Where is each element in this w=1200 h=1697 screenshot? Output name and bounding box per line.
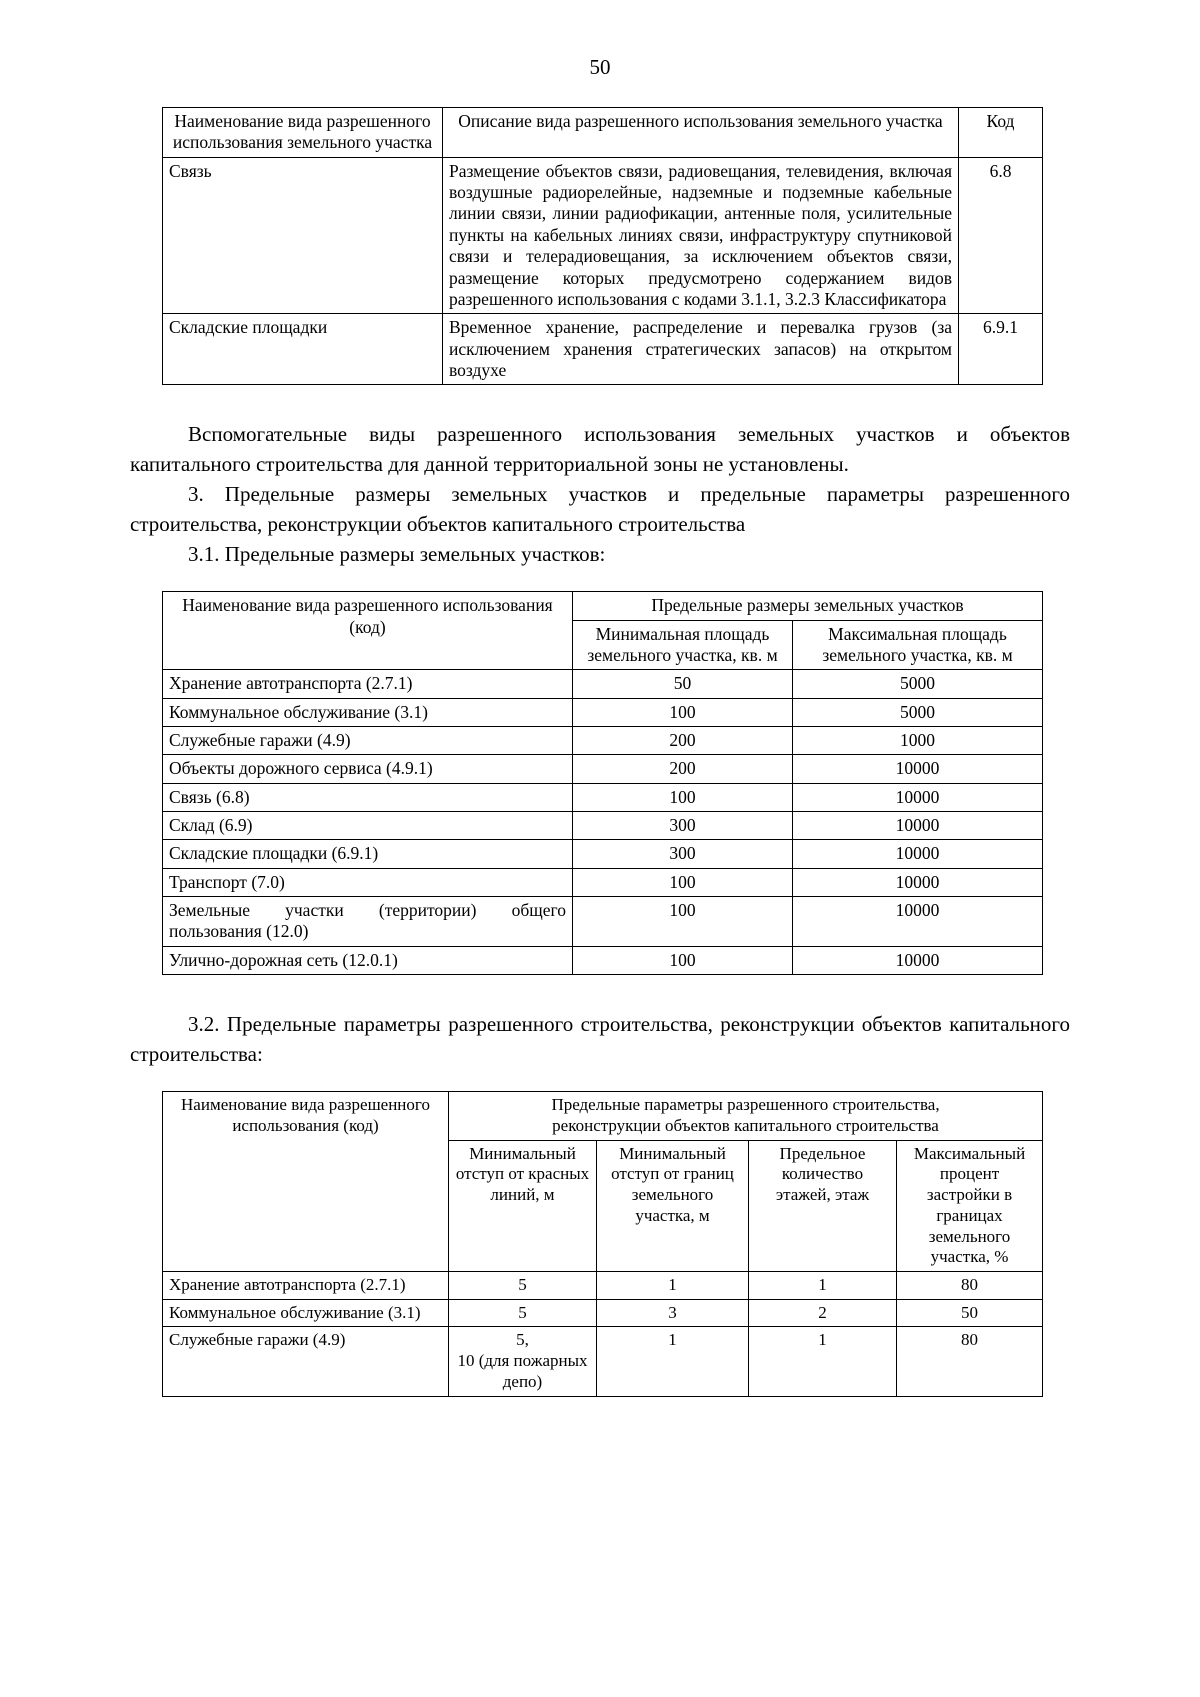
cell-max-area: 5000 <box>793 698 1043 726</box>
cell-max-floors: 2 <box>749 1299 897 1327</box>
column-header-min-area: Минимальная площадь земельного участка, кв. м <box>573 620 793 670</box>
column-header-use-name: Наименование вида разрешенного использования земельного участка <box>163 108 443 158</box>
cell-min-area: 100 <box>573 897 793 947</box>
cell-min-area: 100 <box>573 868 793 896</box>
table-group-header-row <box>163 592 1043 620</box>
table-row <box>163 840 1043 868</box>
cell-min-area: 100 <box>573 946 793 974</box>
cell-use-name: Коммунальное обслуживание (3.1) <box>163 1299 449 1327</box>
column-header-use-name-code: Наименование вида разрешенного использования (код) <box>163 592 573 670</box>
cell-use-name: Транспорт (7.0) <box>163 868 573 896</box>
construction-parameters-table <box>162 1091 1043 1397</box>
cell-min-area: 200 <box>573 727 793 755</box>
table-row <box>163 868 1043 896</box>
paragraph-section-3-2: 3.2. Предельные параметры разрешенного строительства, реконструкции объектов капитального строительства: <box>130 1012 1070 1067</box>
table-row <box>163 946 1043 974</box>
table-row <box>163 1327 1043 1396</box>
table-body <box>163 670 1043 975</box>
table-group-header-row <box>163 1092 1043 1140</box>
cell-min-area: 100 <box>573 698 793 726</box>
column-header-max-floors: Предельное количество этажей, этаж <box>749 1140 897 1271</box>
cell-max-area: 10000 <box>793 897 1043 947</box>
cell-min-setback-red-lines <box>449 1327 597 1396</box>
group-header-line-1: Предельные параметры разрешенного строительства, <box>551 1095 940 1115</box>
table-row <box>163 897 1043 947</box>
group-header-construction-parameters <box>449 1092 1043 1140</box>
cell-use-name: Объекты дорожного сервиса (4.9.1) <box>163 755 573 783</box>
table-row <box>163 157 1043 313</box>
paragraph-section-3-1: 3.1. Предельные размеры земельных участков: <box>188 542 606 567</box>
table-row <box>163 698 1043 726</box>
cell-use-description: Временное хранение, распределение и перевалка грузов (за исключением хранения стратегических запасов) на открытом воздухе <box>443 314 959 385</box>
table-row <box>163 812 1043 840</box>
cell-use-name: Связь (6.8) <box>163 783 573 811</box>
cell-use-name: Коммунальное обслуживание (3.1) <box>163 698 573 726</box>
group-header-line-2: реконструкции объектов капитального строительства <box>552 1115 939 1135</box>
cell-min-setback-red-lines: 5 <box>449 1272 597 1300</box>
cell-max-area: 1000 <box>793 727 1043 755</box>
group-header-land-plot-sizes: Предельные размеры земельных участков <box>573 592 1043 620</box>
table-row <box>163 783 1043 811</box>
cell-max-area: 5000 <box>793 670 1043 698</box>
table-row <box>163 755 1043 783</box>
cell-setback-value: 5, <box>516 1330 529 1350</box>
table-row <box>163 314 1043 385</box>
cell-code: 6.8 <box>959 157 1043 313</box>
cell-min-area: 300 <box>573 840 793 868</box>
cell-min-area: 300 <box>573 812 793 840</box>
cell-max-built-percent: 80 <box>897 1272 1043 1300</box>
column-header-min-setback-plot-bounds: Минимальный отступ от границ земельного участка, м <box>597 1140 749 1271</box>
cell-max-area: 10000 <box>793 946 1043 974</box>
page-number: 50 <box>589 55 611 79</box>
cell-use-name: Связь <box>163 157 443 313</box>
cell-max-area: 10000 <box>793 840 1043 868</box>
cell-max-floors: 1 <box>749 1327 897 1396</box>
permitted-use-types-table <box>162 107 1043 385</box>
cell-use-name: Складские площадки <box>163 314 443 385</box>
cell-max-built-percent: 50 <box>897 1299 1043 1327</box>
cell-min-setback-plot-bounds: 1 <box>597 1272 749 1300</box>
column-header-code: Код <box>959 108 1043 158</box>
table-row <box>163 727 1043 755</box>
table-row <box>163 1272 1043 1300</box>
table-body <box>163 1272 1043 1397</box>
cell-use-name: Хранение автотранспорта (2.7.1) <box>163 1272 449 1300</box>
table-header-row <box>163 108 1043 158</box>
cell-max-area: 10000 <box>793 755 1043 783</box>
column-header-min-setback-red-lines: Минимальный отступ от красных линий, м <box>449 1140 597 1271</box>
column-header-max-built-percent: Максимальный процент застройки в границах земельного участка, % <box>897 1140 1043 1271</box>
cell-min-setback-red-lines: 5 <box>449 1299 597 1327</box>
cell-code: 6.9.1 <box>959 314 1043 385</box>
column-header-use-description: Описание вида разрешенного использования земельного участка <box>443 108 959 158</box>
column-header-max-area: Максимальная площадь земельного участка, кв. м <box>793 620 1043 670</box>
cell-max-area: 10000 <box>793 868 1043 896</box>
cell-min-setback-plot-bounds: 3 <box>597 1299 749 1327</box>
paragraph-section-3: 3. Предельные размеры земельных участков и предельные параметры разрешенного строительства, реконструкции объектов капитального строительства <box>130 482 1070 537</box>
column-header-use-name-code: Наименование вида разрешенного использования (код) <box>163 1092 449 1272</box>
cell-use-name: Склад (6.9) <box>163 812 573 840</box>
table-row <box>163 1299 1043 1327</box>
cell-use-name: Служебные гаражи (4.9) <box>163 727 573 755</box>
cell-min-area: 100 <box>573 783 793 811</box>
cell-use-name: Земельные участки (территории) общего пользования (12.0) <box>163 897 573 947</box>
cell-use-description: Размещение объектов связи, радиовещания, телевидения, включая воздушные радиорелейные, надземные и подземные кабельные линии связи, линии радиофикации, антенные поля, усилительные пункты на кабельных линиях связи, инфраструктуру спутниковой связи и телерадиовещания, за исключением объектов связи, размещение которых предусмотрено содержанием видов разрешенного использования с кодами 3.1.1, 3.2.3 Классификатора <box>443 157 959 313</box>
cell-max-built-percent: 80 <box>897 1327 1043 1396</box>
cell-use-name: Служебные гаражи (4.9) <box>163 1327 449 1396</box>
paragraph-auxiliary-uses: Вспомогательные виды разрешенного использования земельных участков и объектов капитального строительства для данной территориальной зоны не установлены. <box>130 422 1070 477</box>
table-row <box>163 670 1043 698</box>
cell-use-name: Улично-дорожная сеть (12.0.1) <box>163 946 573 974</box>
cell-min-area: 200 <box>573 755 793 783</box>
cell-max-floors: 1 <box>749 1272 897 1300</box>
cell-min-setback-plot-bounds: 1 <box>597 1327 749 1396</box>
cell-max-area: 10000 <box>793 783 1043 811</box>
cell-use-name: Хранение автотранспорта (2.7.1) <box>163 670 573 698</box>
land-plot-sizes-table <box>162 591 1043 975</box>
cell-min-area: 50 <box>573 670 793 698</box>
cell-use-name: Складские площадки (6.9.1) <box>163 840 573 868</box>
cell-max-area: 10000 <box>793 812 1043 840</box>
cell-setback-note: 10 (для пожарных депо) <box>457 1351 588 1391</box>
